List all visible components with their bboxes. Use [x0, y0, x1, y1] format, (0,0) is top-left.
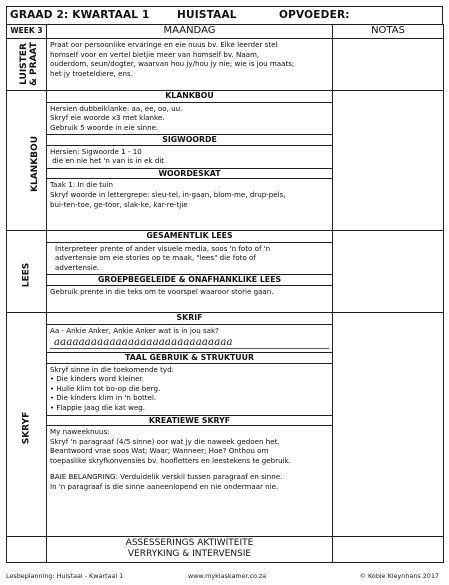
klankbou-row [7, 91, 444, 231]
assess-content [47, 537, 333, 563]
skryf-label-cell [7, 313, 47, 537]
belangrik-line: In 'n paragraaf is die sinne aaneenlopend en nie ondermaar nie. [50, 482, 279, 492]
luister-line: Praat oor persoonlike ervaringe en eie nuus bv. Elke leerder stel [50, 40, 278, 49]
luister-line: ouderdom, seun/dogter, waarvan hou jy/hou jy nie; wie is jou maats; [50, 59, 295, 69]
subject-label: HUISTAAL [177, 9, 237, 21]
day-header: MAANDAG [47, 25, 333, 39]
lees-content [47, 231, 333, 313]
woordeskat-line: Taak 1: In die tuin [50, 180, 114, 190]
klankbou-content [47, 91, 333, 231]
taal-item: • Die kinders klim in 'n bottel. [50, 393, 329, 403]
column-header-row [7, 25, 444, 39]
gesamentlik-line: advertensie. [55, 262, 100, 272]
kreatiewe-line: My naweeknuus: [50, 427, 110, 437]
kreatiewe-text [47, 426, 332, 494]
woordeskat-title: WOORDESKAT [47, 168, 332, 180]
kreatiewe-line: toepaslike skryfkonvensies bv. hoofletters en leestekens te gebruik. [50, 455, 291, 465]
notes-cell-assess[interactable] [333, 537, 444, 563]
luister-line: homself voor en vertel bietjie meer van homself bv. Naam, [50, 49, 260, 59]
notes-cell-luister[interactable] [333, 39, 444, 91]
sigwoorde-line: die en nie het 'n van is in ek dit [50, 156, 165, 166]
taal-item: • Flappie jaag die kat weg. [50, 403, 329, 413]
kreatiewe-line: Beantwoord vrae soos Wat; Waar; Wanneer; Hoe? Onthou om [50, 446, 269, 456]
groep-lees-text [47, 286, 332, 299]
klankbou-line: Hersien dubbelklanke: aa, ee, oo, uu. [50, 103, 183, 113]
klankbou-label: KLANKBOU [30, 136, 40, 192]
notes-header: NOTAS [333, 25, 444, 39]
klankbou-title: KLANKBOU [47, 91, 332, 103]
lesson-plan-table [6, 24, 444, 563]
sigwoorde-line: Hersien: Sigwoorde 1 - 10 [50, 146, 142, 156]
luister-text [47, 39, 332, 80]
woordeskat-text [47, 179, 332, 211]
skrif-title: SKRIF [47, 313, 332, 325]
footer-copyright: © Kobie Kleynhans 2017 [359, 572, 439, 580]
taal-item: • Die kinders word kleiner. [50, 374, 329, 384]
notes-cell-lees[interactable] [333, 231, 444, 313]
taal-title: TAAL GEBRUIK & STRUKTUUR [47, 352, 332, 364]
kreatiewe-title: KREATIEWE SKRYF [47, 415, 332, 427]
assess-row [7, 537, 444, 563]
footer-title: Lesbeplanning: Huistaal - Kwartaal 1 [6, 572, 124, 580]
sigwoorde-title: SIGWOORDE [47, 134, 332, 146]
grade-term-label: GRAAD 2: KWARTAAL 1 [10, 9, 150, 21]
notes-cell-klankbou[interactable] [333, 91, 444, 231]
spacer [50, 465, 329, 472]
luister-label-line1: LUISTER [18, 43, 29, 85]
klankbou-line: Gebruik 5 woorde in eie sinne. [50, 122, 159, 132]
footer-website-link[interactable]: www.mykiaskamer.co.za [188, 572, 267, 580]
gesamentlik-lees-title: GESAMENTLIK LEES [47, 231, 332, 243]
gesamentlik-lees-text [47, 243, 332, 275]
lees-label: LEES [21, 262, 32, 288]
skryf-content [47, 313, 333, 537]
taal-text [47, 364, 332, 415]
gesamentlik-line: advertensie om eie stories op te maak, "lees" die foto of [55, 253, 256, 263]
skryf-label: SKRYF [21, 411, 32, 445]
skrif-text [47, 325, 332, 353]
luister-content [47, 39, 333, 91]
gesamentlik-line: Interpreteer prente of ander visuele media, soos 'n foto of 'n [55, 243, 271, 253]
klankbou-line: Skryf eie woorde x3 met klanke. [50, 113, 165, 123]
assess-label-cell [7, 537, 47, 563]
groep-line: Gebruik prente in die teks om te voorspel waaroor storie gaan. [50, 286, 274, 296]
skrif-line: Aa - Ankie Anker, Ankie Anker wat is in jou sak? [50, 325, 219, 335]
teacher-label: OPVOEDER: [279, 9, 350, 21]
luister-label-cell [7, 39, 47, 91]
sigwoorde-text [47, 146, 332, 168]
klankbou-label-cell [7, 91, 47, 231]
belangrik-line: BAIE BELANGRING: Verduidelik verskil tussen paragraaf en sinne. [50, 472, 283, 482]
skryf-row [7, 313, 444, 537]
notes-cell-skryf[interactable] [333, 313, 444, 537]
lees-label-cell [7, 231, 47, 313]
woordeskat-line: bui-ten-toe, ge-toor, slak-ke, kar-re-tjie [50, 199, 188, 209]
handwriting-practice-line: aaaaaaaaaaaaaaaaaaaaaaaaaaaaa [50, 337, 329, 349]
enrichment-title: VERRYKING & INTERVENSIE [127, 549, 252, 559]
week-header: WEEK 3 [7, 25, 47, 39]
klankbou-text [47, 103, 332, 135]
assess-title: ASSESSERINGS AKTIWITEITE [125, 538, 254, 548]
luister-line: het jy troeteldiere, ens. [50, 68, 133, 78]
page-header [6, 6, 443, 24]
taal-item: • Hulle klim tot bo-op die berg. [50, 384, 329, 394]
luister-label-line2: & PRAAT [28, 42, 39, 86]
taal-intro: Skryf sinne in die toekomende tyd: [50, 364, 175, 374]
luister-row [7, 39, 444, 91]
lees-row [7, 231, 444, 313]
kreatiewe-line: Skryf 'n paragraaf (4/5 sinne) oor wat jy die naweek gedoen het. [50, 436, 280, 446]
groep-lees-title: GROEPBEGELEIDE & ONAFHANKLIKE LEES [47, 274, 332, 286]
woordeskat-line: Skryf woorde in lettergrepe: sleu-tel, in-gaan, blom-me, drup-pels, [50, 190, 286, 200]
luister-label [19, 42, 39, 86]
